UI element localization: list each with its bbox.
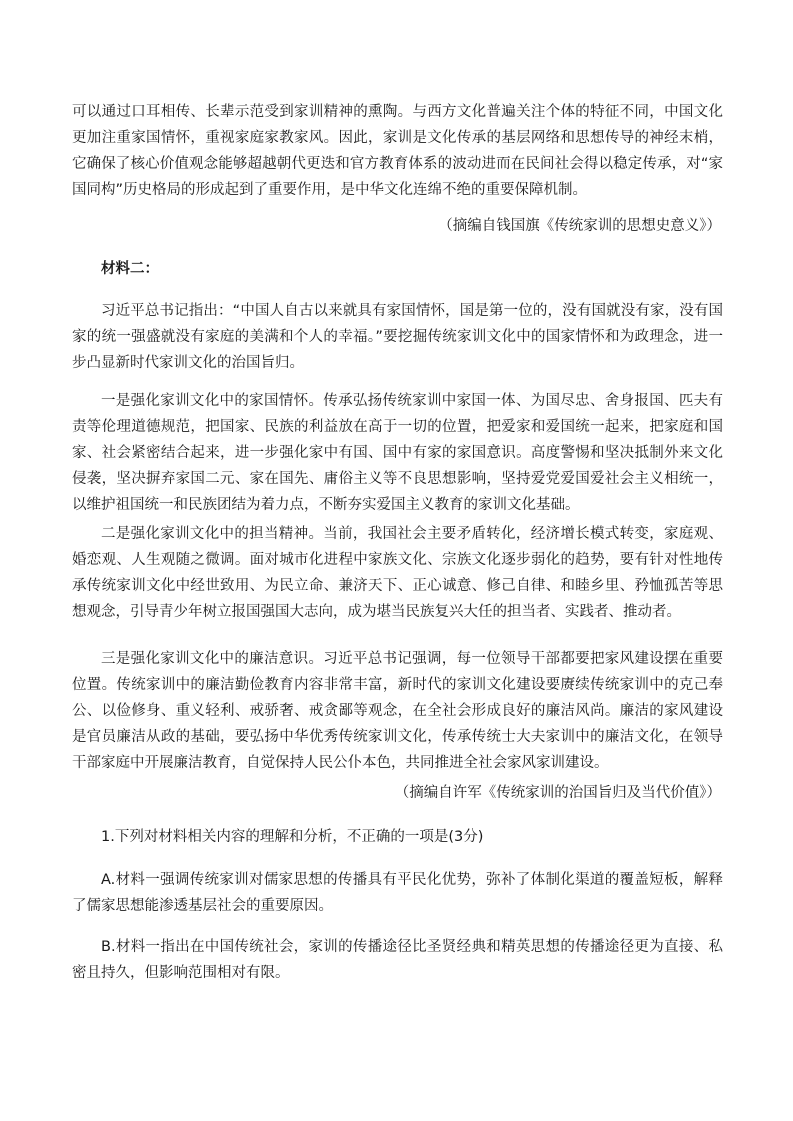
material-two-paragraph-3: 二是强化家训文化中的担当精神。当前，我国社会主要矛盾转化，经济增长模式转变，家庭观、婚恋观、人生观随之微调。面对城市化进程中家族文化、宗族文化逐步弱化的趋势，要有针对性地传承传统家训文化中经世致用、为民立命、兼济天下、正心诚意、修己自律、和睦乡里、矜恤孤苦等思想观念，引导青少年树立报国强国大志向，成为堪当民族复兴大任的担当者、实践者、推动者。 — [72, 526, 723, 620]
material-two-paragraph-4: 三是强化家训文化中的廉洁意识。习近平总书记强调，每一位领导干部都要把家风建设摆在重要位置。传统家训中的廉洁勤俭教育内容非常丰富，新时代的家训文化建设要赓续传统家训中的克己奉公、以俭修身、重义轻利、戒骄奢、戒贪鄙等观念，在全社会形成良好的廉洁风尚。廉洁的家风建设是官员廉洁从政的基础，要弘扬中华优秀传统家训文化，传承传统士大夫家训中的廉洁文化，在领导干部家庭中开展廉洁教育，自觉保持人民公仆本色，共同推进全社会家风家训建设。 — [72, 651, 723, 771]
material-one-paragraph-end: 可以通过口耳相传、长辈示范受到家训精神的熏陶。与西方文化普遍关注个体的特征不同，中国文化更加注重家国情怀，重视家庭家教家风。因此，家训是文化传承的基层网络和思想传导的神经末梢，它确保了核心价值观念能够超越朝代更迭和官方教育体系的波动进而在民间社会得以稳定传承，对“家国同构”历史格局的形成起到了重要作用，是中华文化连绵不绝的重要保障机制。 — [72, 104, 723, 198]
question-1-option-b: B.材料一指出在中国传统社会，家训的传播途径比圣贤经典和精英思想的传播途径更为直接、私密且持久，但影响范围相对有限。 — [72, 939, 723, 981]
material-two-source: （摘编自许军《传统家训的治国旨归及当代价值》） — [394, 785, 721, 801]
question-1: 1.下列对材料相关内容的理解和分析，不正确的一项是(3分) — [101, 829, 484, 845]
material-one-source: （摘编自钱国旗《传统家训的思想史意义》） — [438, 218, 721, 234]
material-two-paragraph-1: 习近平总书记指出：“中国人自古以来就具有家国情怀，国是第一位的，没有国就没有家，没有国家的统一强盛就没有家庭的美满和个人的幸福。”要挖掘传统家训文化中的国家情怀和为政理念，进一步凸显新时代家训文化的治国旨归。 — [72, 303, 723, 371]
material-two-paragraph-2: 一是强化家训文化中的家国情怀。传承弘扬传统家训中家国一体、为国尽忠、舍身报国、匹夫有责等伦理道德规范，把国家、民族的利益放在高于一切的位置，把爱家和爱国统一起来，把家庭和国家、社会紧密结合起来，进一步强化家中有国、国中有家的家国意识。高度警惕和坚决抵制外来文化侵袭，坚决摒弃家国二元、家在国先、庸俗主义等不良思想影响，坚持爱党爱国爱社会主义相统一，以维护祖国统一和民族团结为着力点，不断夯实爱国主义教育的家训文化基础。 — [72, 393, 723, 513]
material-two-heading: 材料二： — [101, 261, 159, 277]
question-1-option-a: A.材料一强调传统家训对儒家思想的传播具有平民化优势，弥补了体制化渠道的覆盖短板，解释了儒家思想能渗透基层社会的重要原因。 — [72, 872, 723, 914]
